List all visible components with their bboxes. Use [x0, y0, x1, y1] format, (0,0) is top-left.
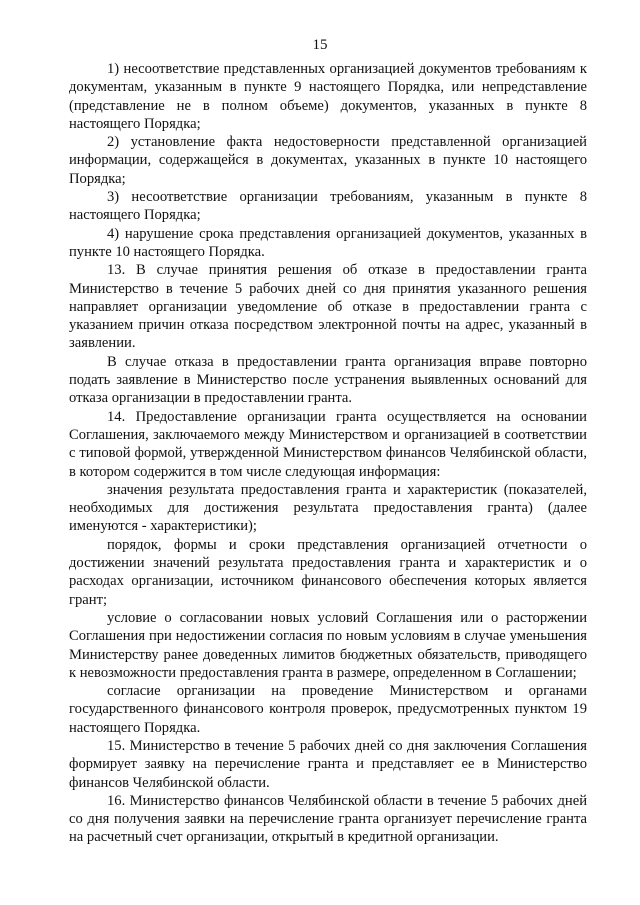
paragraph-item-2: 2) установление факта недостоверности представленной организацией информации, содержащейся в документах, указанных в пункте 10 настоящего Порядка; — [69, 134, 587, 187]
paragraph-audit-consent: согласие организации на проведение Министерством и органами государственного финансового контроля проверок, предусмотренных пунктом 19 настоящего Порядка. — [69, 683, 587, 736]
paragraph-clause-16: 16. Министерство финансов Челябинской области в течение 5 рабочих дней со дня получения заявки на перечисление гранта организует перечисление гранта на расчетный счет организации, открытый в кредитной организации. — [69, 792, 587, 846]
paragraph-reapplication: В случае отказа в предоставлении гранта организация вправе повторно подать заявление в Министерство после устранения выявленных оснований для отказа организации в предоставлении гранта. — [69, 353, 587, 407]
document-body — [69, 60, 587, 847]
paragraph-item-1: 1) несоответствие представленных организацией документов требованиям к документам, указанным в пункте 9 настоящего Порядка, или непредставление (представление не в полном объеме) документов, указанных в пункте 8 настоящего Порядка; — [69, 61, 587, 132]
paragraph-item-4: 4) нарушение срока представления организацией документов, указанных в пункте 10 настоящего Порядка. — [69, 225, 587, 260]
paragraph-item-3: 3) несоответствие организации требованиям, указанным в пункте 8 настоящего Порядка; — [69, 189, 587, 224]
paragraph-reporting-procedure: порядок, формы и сроки представления организацией отчетности о достижении значений результата предоставления гранта и характеристик и о расходах организации, источником финансового обеспечения которых является грант; — [69, 536, 587, 608]
paragraph-results-values: значения результата предоставления гранта и характеристик (показателей, необходимых для достижения результата предоставления гранта) (далее именуются - характеристики); — [69, 481, 587, 535]
page-number: 15 — [312, 37, 328, 53]
paragraph-new-conditions: условие о согласовании новых условий Соглашения или о расторжении Соглашения при недостижении согласия по новым условиям в случае уменьшения Министерству ранее доведенных лимитов бюджетных обязательств, приводящего к невозможности предоставления гранта в размере, определенном в Соглашении; — [69, 609, 587, 681]
paragraph-clause-15: 15. Министерство в течение 5 рабочих дней со дня заключения Соглашения формирует заявку на перечисление гранта и представляет ее в Министерство финансов Челябинской области. — [69, 737, 587, 791]
paragraph-clause-13: 13. В случае принятия решения об отказе в предоставлении гранта Министерство в течение 5 рабочих дней со дня принятия указанного решения направляет организации уведомление об отказе в предоставлении гранта с указанием причин отказа посредством электронной почты на адрес, указанный в заявлении. — [69, 262, 587, 352]
paragraph-clause-14: 14. Предоставление организации гранта осуществляется на основании Соглашения, заключаемого между Министерством и организацией в соответствии с типовой формой, утвержденной Министерством финансов Челябинской области, в котором содержится в том числе следующая информация: — [69, 408, 587, 480]
